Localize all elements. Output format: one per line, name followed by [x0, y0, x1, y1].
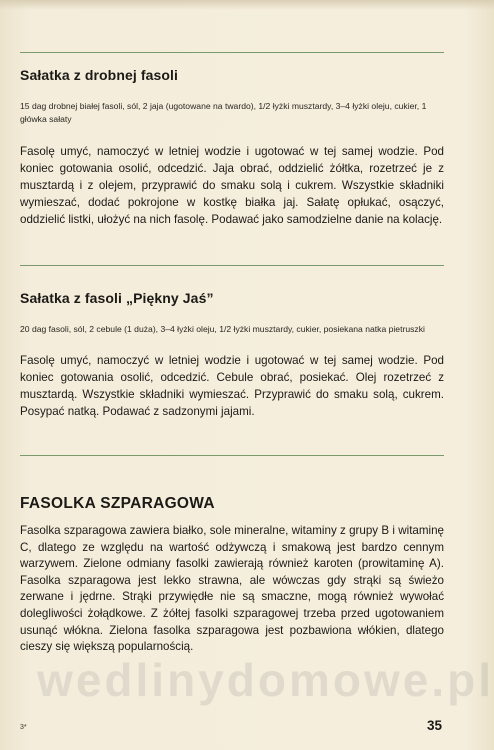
recipe-title: Sałatka z fasoli „Piękny Jaś” — [20, 290, 214, 306]
page-number: 35 — [426, 718, 442, 733]
divider-middle — [20, 265, 444, 266]
divider-top — [20, 52, 444, 53]
recipe-title: Sałatka z drobnej fasoli — [20, 67, 178, 83]
recipe-ingredients: 20 dag fasoli, sól, 2 cebule (1 duża), 3–4 łyżki oleju, 1/2 łyżki musztardy, cukier, posiekana natka pietruszki — [20, 324, 425, 334]
watermark: wedlinydomowe.pl — [37, 654, 494, 706]
recipe-instructions: Fasolę umyć, namoczyć w letniej wodzie i ugotować w tej samej wodzie. Pod koniec gotowania osolić, odcedzić. Cebule obrać, posiekać. Olej rozetrzeć z musztardą. Wszystkie składniki wymieszać. Przyprawić do smaku solą, cukrem. Posypać natką. Podawać z sadzonymi jajami. — [20, 354, 444, 418]
section-text: Fasolka szparagowa zawiera białko, sole mineralne, witaminy z grupy B i witaminę C, dlatego ze względu na wartość odżywczą i smakową jest bardzo cennym warzywem. Zielone odmiany fasolki zawierają również karoten (prowitaminę A). Fasolka szparagowa jest lekko strawna, ale wówczas gdy strąki są świeżo zerwane i jędrne. Strąki przywiędłe nie są smaczne, mogą również wywołać dolegliwości żołądkowe. Z żółtej fasolki szparagowej trzeba przed ugotowaniem usunąć włókna. Zielona fasolka szparagowa jest pozbawiona włókien, dlatego cieszy się większą popularnością. — [20, 524, 444, 654]
page-top-shadow — [0, 0, 494, 10]
recipe-drobna-fasola — [20, 66, 444, 228]
signature-mark: 3* — [20, 724, 27, 731]
section-fasolka-szparagowa — [20, 494, 444, 656]
divider-bottom — [20, 455, 444, 456]
recipe-ingredients: 15 dag drobnej białej fasoli, sól, 2 jaja (ugotowane na twardo), 1/2 łyżki musztardy, 3–4 łyżki oleju, cukier, 1 główka sałaty — [20, 101, 427, 124]
section-heading: FASOLKA SZPARAGOWA — [20, 495, 215, 512]
recipe-piekny-jas — [20, 289, 444, 420]
recipe-instructions: Fasolę umyć, namoczyć w letniej wodzie i ugotować w tej samej wodzie. Pod koniec gotowania osolić, odcedzić. Jaja obrać, oddzielić żółtka, rozetrzeć je z musztardą i z olejem, przyprawić do smaku solą i cukrem. Wszystkie składniki wymieszać, dodać pokrojone w kostkę białka jaj. Sałatę opłukać, osączyć, oddzielić listki, ułożyć na nich fasolę. Podawać jako samodzielne danie na kolację. — [20, 145, 444, 226]
